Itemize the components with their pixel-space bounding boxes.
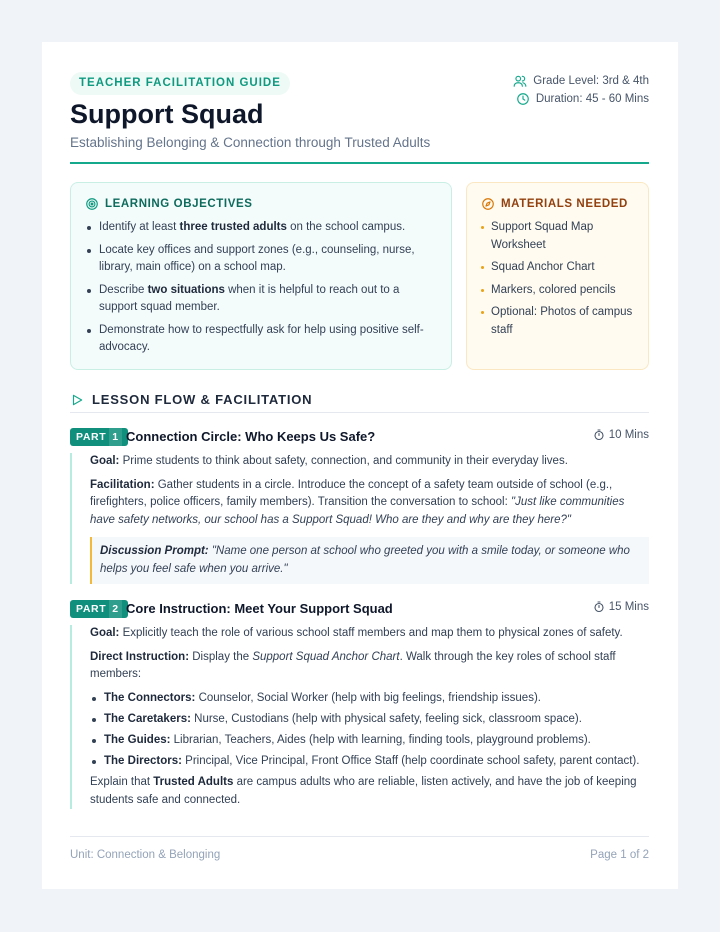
part-1-title: Connection Circle: Who Keeps Us Safe? — [126, 429, 376, 444]
objectives-list — [85, 219, 437, 357]
target-icon — [85, 197, 99, 211]
guide-type-badge: TEACHER FACILITATION GUIDE — [70, 72, 290, 95]
list-item: Squad Anchor Chart — [481, 259, 636, 277]
list-item: Describe two situations when it is helpful to reach out to a support squad member. — [85, 282, 437, 317]
duration: Duration: 45 - 60 Mins — [535, 92, 649, 105]
lesson-meta — [513, 72, 649, 108]
lesson-part-2 — [70, 599, 649, 815]
discussion-prompt: Discussion Prompt: "Name one person at school who greeted you with a smile today, or someone who helps you feel safe when you arrive." — [90, 537, 649, 584]
part-2-duration: 15 Mins — [593, 601, 649, 613]
lesson-flow-divider — [70, 412, 649, 413]
users-icon — [513, 74, 527, 88]
timer-icon — [593, 601, 605, 613]
part-2-tag: PART 2 — [70, 600, 128, 618]
materials-heading — [481, 197, 636, 211]
play-icon — [70, 393, 84, 407]
part-2-explanation: Explain that Trusted Adults are campus adults who are reliable, listen actively, and have the job of keeping students safe and connected. — [90, 776, 637, 806]
page-subtitle: Establishing Belonging & Connection through Trusted Adults — [70, 135, 431, 150]
staff-roles-list — [90, 690, 649, 771]
part-1-body — [70, 453, 649, 584]
list-item: Demonstrate how to respectfully ask for help using positive self-advocacy. — [85, 322, 437, 357]
part-1-goal: Goal: Prime students to think about safety, connection, and community in their everyday lives. — [90, 455, 568, 467]
part-1-header — [70, 427, 649, 447]
lesson-flow-heading — [70, 392, 312, 407]
list-item: Locate key offices and support zones (e.g., counseling, nurse, library, main office) on a school map. — [85, 242, 437, 277]
page-title: Support Squad — [70, 99, 264, 129]
grade-level-row — [513, 72, 649, 89]
lesson-flow-heading-text: LESSON FLOW & FACILITATION — [92, 392, 313, 407]
materials-heading-text: MATERIALS NEEDED — [501, 198, 628, 210]
list-item: The Directors: Principal, Vice Principal, Front Office Staff (help coordinate school safety, parent contact). — [90, 753, 649, 771]
timer-icon — [593, 429, 605, 441]
list-item: Support Squad Map Worksheet — [481, 219, 636, 254]
part-1-tag: PART 1 — [70, 428, 128, 446]
unit-label: Unit: Connection & Belonging — [70, 849, 221, 861]
part-2-title: Core Instruction: Meet Your Support Squad — [126, 601, 393, 616]
part-2-goal: Goal: Explicitly teach the role of various school staff members and map them to physical zones of safety. — [90, 627, 623, 639]
guide-page — [42, 42, 678, 889]
list-item: The Caretakers: Nurse, Custodians (help with physical safety, feeling sick, classroom space). — [90, 711, 649, 729]
part-2-header — [70, 599, 649, 619]
list-item: The Connectors: Counselor, Social Worker (help with big feelings, friendship issues). — [90, 690, 649, 708]
materials-list — [481, 219, 636, 339]
compass-icon — [481, 197, 495, 211]
lesson-part-1 — [70, 427, 649, 584]
list-item: Identify at least three trusted adults on the school campus. — [85, 219, 437, 237]
objectives-heading-text: LEARNING OBJECTIVES — [105, 198, 253, 210]
list-item: Markers, colored pencils — [481, 282, 636, 300]
footer-divider — [70, 836, 649, 837]
page-number: Page 1 of 2 — [590, 849, 649, 861]
part-1-duration: 10 Mins — [593, 429, 649, 441]
grade-level: Grade Level: 3rd & 4th — [533, 74, 649, 87]
part-1-facilitation: Facilitation: Gather students in a circle. Introduce the concept of a safety team outside of school (e.g., firefighters, police officers, family members). Transition the conversation to school: "Just like communities have safety networks, our school has a Support Squad! Who are they and why are they here?" — [90, 478, 625, 526]
header-divider — [70, 162, 649, 164]
duration-row — [513, 90, 649, 107]
list-item: Optional: Photos of campus staff — [481, 304, 636, 339]
clock-icon — [516, 92, 530, 106]
list-item: The Guides: Librarian, Teachers, Aides (help with learning, finding tools, playground problems). — [90, 732, 649, 750]
learning-objectives-box — [70, 182, 452, 370]
materials-needed-box — [466, 182, 649, 370]
part-2-body — [70, 625, 649, 809]
objectives-heading — [85, 197, 437, 211]
part-2-direct-instruction: Direct Instruction: Display the Support Squad Anchor Chart. Walk through the key roles of school staff members: — [90, 650, 616, 680]
